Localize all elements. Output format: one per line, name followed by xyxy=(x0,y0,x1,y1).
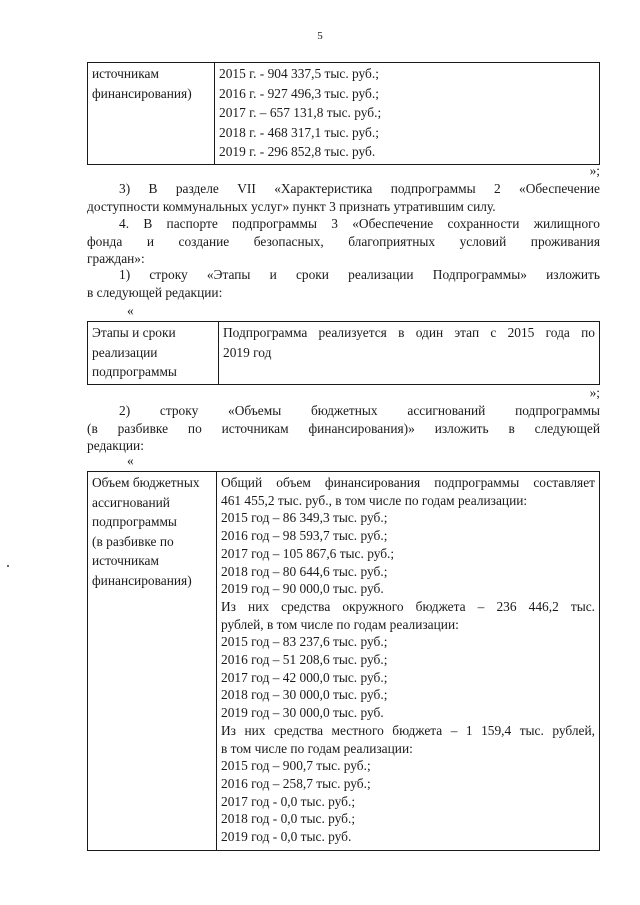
table3-right-line: 2019 год – 90 000,0 тыс. руб. xyxy=(221,581,384,597)
table1-year-line: 2018 г. - 468 317,1 тыс. руб.; xyxy=(219,124,379,140)
table1-year-line: 2015 г. - 904 337,5 тыс. руб.; xyxy=(219,66,379,81)
table3-right-line: 2018 год - 0,0 тыс. руб.; xyxy=(221,811,356,827)
table3-right-line: 2016 год – 258,7 тыс. руб.; xyxy=(221,775,371,791)
item-4-2-line: (в разбивке по источникам финансирования)» изложить в следующей xyxy=(87,420,600,436)
table3-right-line: Из них средства окружного бюджета – 236 446,2 тыс. xyxy=(221,598,595,614)
item-4-2-paragraph xyxy=(87,402,600,455)
opening-quote-2: « xyxy=(127,303,134,318)
table3-right-line: 2016 год – 98 593,7 тыс. руб.; xyxy=(221,528,388,544)
table1-year-line: 2016 г. - 927 496,3 тыс. руб.; xyxy=(219,85,379,101)
table3-right-cell xyxy=(217,472,600,851)
table3-left-line: источникам xyxy=(92,553,159,568)
table2-right-cell xyxy=(219,322,600,385)
table1-right-cell xyxy=(215,63,600,165)
item-4-1-paragraph xyxy=(87,266,600,301)
table1-left-cell xyxy=(88,63,215,165)
table3-left-line: (в разбивке по xyxy=(92,533,174,549)
item-4-line: фонда и создание безопасных, благоприятных условий проживания xyxy=(87,233,600,249)
table2-right-line: 2019 год xyxy=(223,344,272,360)
table1-left-line: источникам xyxy=(92,66,159,81)
item-3-line: 3) В разделе VII «Характеристика подпрограммы 2 «Обеспечение xyxy=(119,181,600,196)
closing-quote-1: »; xyxy=(589,163,600,178)
budget-table xyxy=(87,471,600,851)
table3-right-line: 461 455,2 тыс. руб., в том числе по годам реализации: xyxy=(221,492,528,508)
table2-right-line: Подпрограмма реализуется в один этап с 2015 года по xyxy=(223,325,595,340)
item-3-paragraph xyxy=(87,180,600,215)
table3-left-line: финансирования) xyxy=(92,572,192,588)
item-4-paragraph xyxy=(87,215,600,268)
table2-left-cell xyxy=(88,322,219,385)
table3-right-line: 2018 год – 80 644,6 тыс. руб.; xyxy=(221,563,388,579)
table3-right-line: 2019 год – 30 000,0 тыс. руб. xyxy=(221,705,384,721)
item-4-1-line: 1) строку «Этапы и сроки реализации Подпрограммы» изложить xyxy=(119,267,600,282)
page-number: 5 xyxy=(317,30,323,42)
item-4-1-line: в следующей редакции: xyxy=(87,284,223,300)
table3-right-line: 2015 год – 900,7 тыс. руб.; xyxy=(221,758,371,774)
table3-right-line: 2015 год – 86 349,3 тыс. руб.; xyxy=(221,510,388,526)
table3-right-line: 2019 год - 0,0 тыс. руб. xyxy=(221,829,352,845)
item-4-line: 4. В паспорте подпрограммы 3 «Обеспечение сохранности жилищного xyxy=(119,216,600,231)
stages-table xyxy=(87,321,600,385)
table3-right-line: 2018 год – 30 000,0 тыс. руб.; xyxy=(221,687,388,703)
table2-left-line: Этапы и сроки xyxy=(92,325,176,340)
table2-left-line: подпрограммы xyxy=(92,364,177,379)
funding-table-continued xyxy=(87,62,600,165)
table3-left-line: ассигнований xyxy=(92,494,170,510)
table2-left-line: реализации xyxy=(92,344,158,360)
table3-left-cell xyxy=(88,472,217,851)
opening-quote-3: « xyxy=(127,453,134,468)
table1-year-line: 2017 г. – 657 131,8 тыс. руб.; xyxy=(219,105,382,120)
table1-year-line: 2019 г. - 296 852,8 тыс. руб. xyxy=(219,144,376,159)
item-4-2-line: 2) строку «Объемы бюджетных ассигнований подпрограммы xyxy=(119,403,600,418)
table3-left-line: Объем бюджетных xyxy=(92,475,200,490)
item-4-2-line: редакции: xyxy=(87,438,144,453)
table1-left-line: финансирования) xyxy=(92,85,192,101)
table3-right-line: рублей, в том числе по годам реализации: xyxy=(221,616,459,632)
table3-right-line: Общий объем финансирования подпрограммы составляет xyxy=(221,475,595,490)
table3-left-line: подпрограммы xyxy=(92,514,177,529)
table3-right-line: 2017 год - 0,0 тыс. руб.; xyxy=(221,793,356,809)
closing-quote-2: »; xyxy=(589,385,600,400)
table3-right-line: Из них средства местного бюджета – 1 159,4 тыс. рублей, xyxy=(221,722,595,738)
table3-right-line: 2016 год – 51 208,6 тыс. руб.; xyxy=(221,652,388,668)
table3-right-line: в том числе по годам реализации: xyxy=(221,740,413,756)
table3-right-line: 2017 год – 105 867,6 тыс. руб.; xyxy=(221,545,395,561)
table3-right-line: 2015 год – 83 237,6 тыс. руб.; xyxy=(221,634,388,650)
item-3-line: доступности коммунальных услуг» пункт 3 признать утратившим силу. xyxy=(87,198,496,214)
scan-speck xyxy=(7,565,9,567)
table3-right-line: 2017 год – 42 000,0 тыс. руб.; xyxy=(221,669,388,685)
item-4-line: граждан»: xyxy=(87,251,145,266)
